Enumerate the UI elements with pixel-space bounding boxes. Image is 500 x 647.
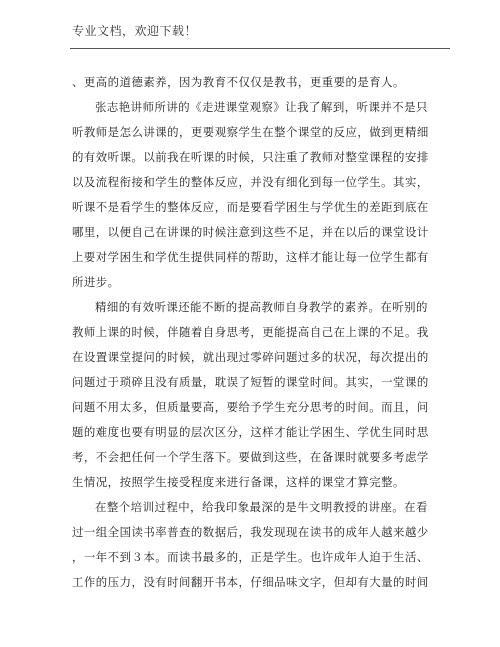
text-line: 问题过于琐碎且没有质量，耽误了短暂的课堂时间。其实，一堂课的 xyxy=(72,375,429,389)
text-line: 张志艳讲师所讲的《走进课堂观察》让我了解到，听课并不是只 xyxy=(95,100,428,114)
text-line: 听教师是怎么讲课的，更要观察学生在整个课堂的反应，做到更精细 xyxy=(72,125,429,139)
text-line: 在整个培训过程中，给我印象最深的是牛文明教授的讲座。在看 xyxy=(95,500,428,514)
text-line: 的有效听课。以前我在听课的时候，只注重了教师对整堂课程的安排 xyxy=(72,150,429,164)
page-header: 专业文档，欢迎下载！ xyxy=(72,24,198,38)
text-line: 工作的压力，没有时间翻开书本，仔细品味文字，但却有大量的时间 xyxy=(72,575,429,589)
text-line: 以及流程衔接和学生的整体反应，并没有细化到每一位学生。其实， xyxy=(72,175,429,189)
text-line: 哪里，以便自己在讲课的时候注意到这些不足，并在以后的课堂设计 xyxy=(72,225,429,239)
paragraph xyxy=(72,295,430,495)
paragraph xyxy=(72,95,430,295)
text-line: 题的难度也要有明显的层次区分，这样才能让学困生、学优生同时思 xyxy=(72,425,429,439)
text-line: 生情况，按照学生接受程度来进行备课，这样的课堂才算完整。 xyxy=(72,475,405,489)
text-line: 所进步。 xyxy=(72,275,120,289)
text-line: 在设置课堂提问的时候，就出现过零碎问题过多的状况，每次提出的 xyxy=(72,350,429,364)
text-line: 过一组全国读书率普查的数据后，我发现现在读书的成年人越来越少 xyxy=(72,525,429,539)
text-line: 教师上课的时候，伴随着自身思考，更能提高自己在上课的不足。我 xyxy=(72,325,429,339)
header-divider xyxy=(70,48,450,49)
text-line: 精细的有效听课还能不断的提高教师自身教学的素养。在听别的 xyxy=(95,300,428,314)
text-line: 听课不是看学生的整体反应，而是要看学困生与学优生的差距到底在 xyxy=(72,200,429,214)
text-line: 问题不用太多，但质量要高，要给予学生充分思考的时间。而且，问 xyxy=(72,400,429,414)
paragraph xyxy=(72,495,430,595)
text-line: 考，不会把任何一个学生落下。要做到这些，在备课时就要多考虑学 xyxy=(72,450,429,464)
paragraph xyxy=(72,70,430,95)
text-line: ，一年不到３本。而读书最多的，正是学生。也许成年人迫于生活、 xyxy=(72,550,429,564)
text-line: 、更高的道德素养，因为教育不仅仅是教书，更重要的是育人。 xyxy=(72,75,405,89)
document-body xyxy=(72,70,430,595)
text-line: 上要对学困生和学优生提供同样的帮助，这样才能让每一位学生都有 xyxy=(72,250,429,264)
